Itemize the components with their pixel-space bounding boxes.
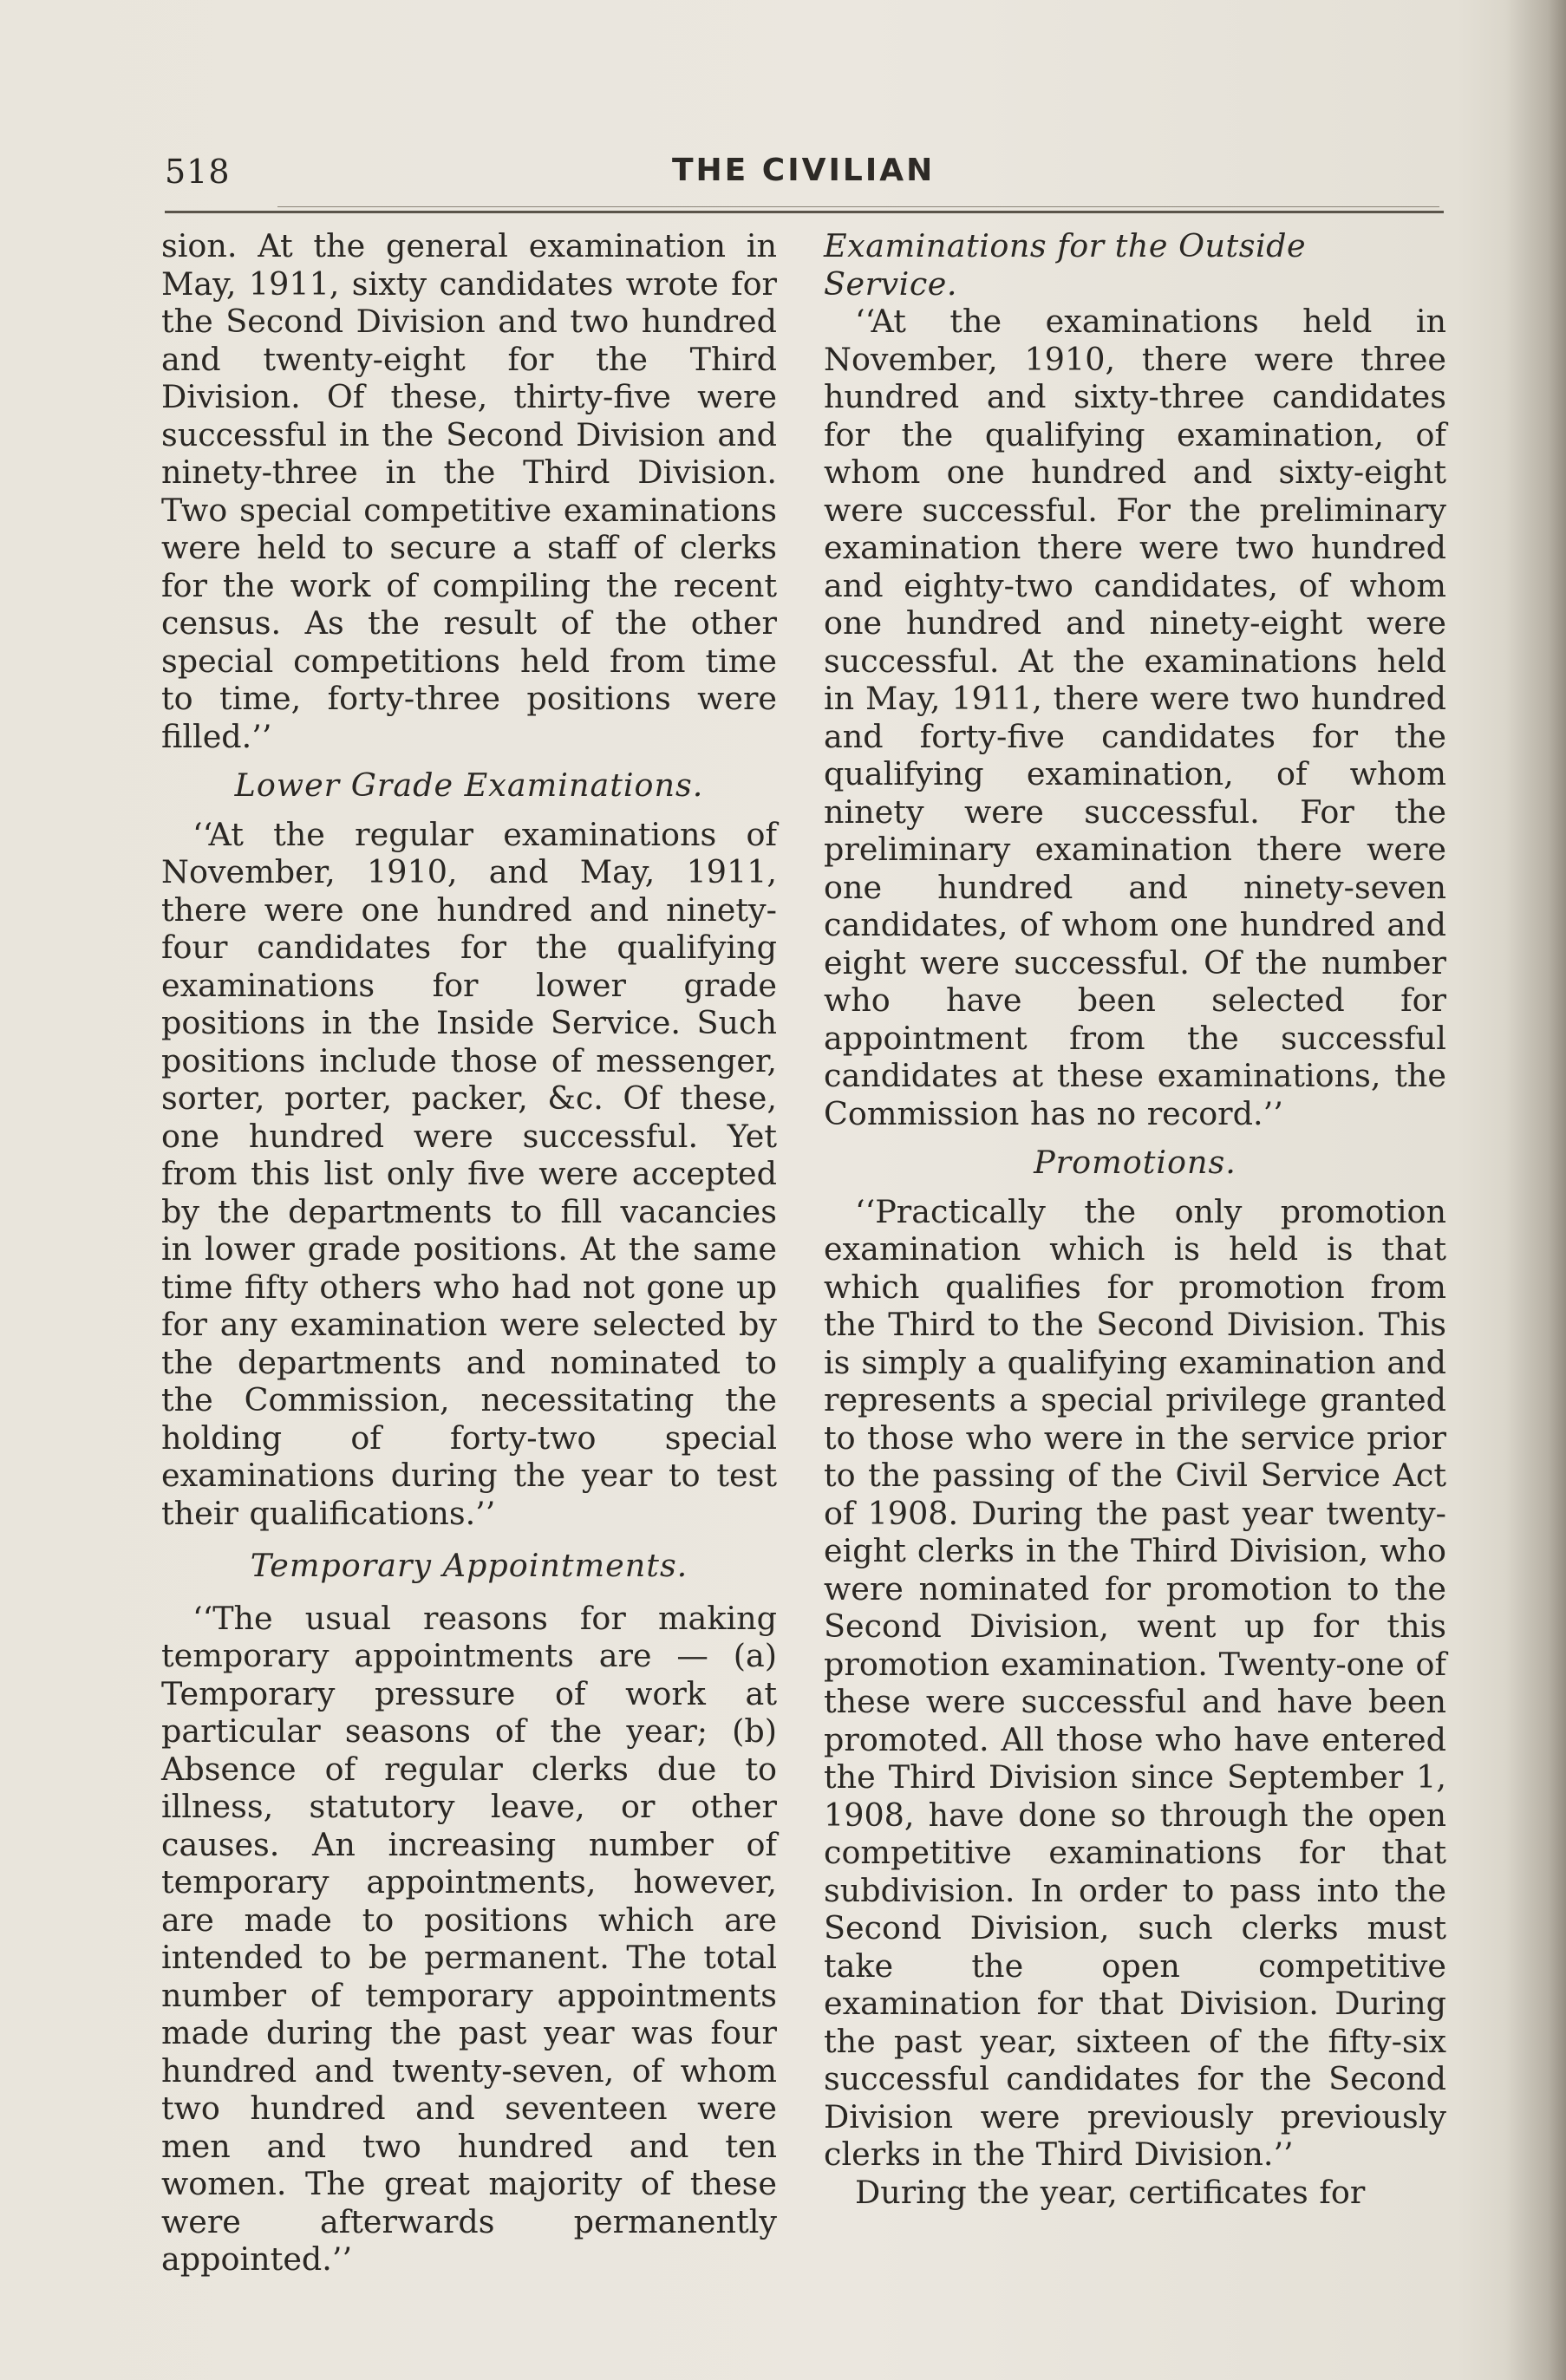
header-rule-thin [277,206,1439,207]
section-heading-lower-grade: Lower Grade Examinations. [234,766,704,804]
left-column [161,227,777,2279]
left-paragraph-continuation: sion. At the general examination in May, 1911, sixty candidates wrote for the Second Division and two hundred and twenty-eight for the Third Division. Of these, thirty-five were successful in the Second Division and ninety-three in the Third Division. Two special competitive examinations were held to secure a staff of clerks for the work of compiling the recent census. As the result of the other special competitions held from time to time, forty-three positions were filled.’’ [161,227,777,755]
page-number: 518 [165,153,231,191]
right-paragraph-outside-service: ‘‘At the examinations held in November, 1910, there were three hundred and sixty-three candidates for the qualifying examination, of whom one hundred and sixty-eight were successful. For the preliminary examination there were two hundred and eighty-two candidates, of whom one hundred and ninety-eight were successful. At the examinations held in May, 1911, there were two hundred and forty-five candidates for the qualifying examination, of whom ninety were successful. For the preliminary examination there were one hundred and ninety-seven candidates, of whom one hundred and eight were successful. Of the number who have been selected for appointment from the successful candidates at these examinations, the Commission has no record.’’ [824,303,1446,1132]
page-edge-shadow [1505,0,1566,2380]
section-heading-outside-service: Examinations for the Outside Service. [824,227,1307,303]
left-paragraph-lower-grade: ‘‘At the regular examinations of November, 1910, and May, 1911, there were one hundred and ninety-four candidates for the qualifying examinations for lower grade positions in the Inside Service. Such positions include those of messenger, sorter, porter, packer, &c. Of these, one hundred were successful. Yet from this list only five were accepted by the departments to fill vacancies in lower grade positions. At the same time fifty others who had not gone up for any examination were selected by the departments and nominated to the Commission, necessitating the holding of forty-two special examinations during the year to test their qualifications.’’ [161,815,777,1532]
header-rule [165,211,1444,213]
right-paragraph-promotions: ‘‘Practically the only promotion examination which is held is that which qualifies for promotion from the Third to the Second Division. This is simply a qualifying examination and represents a special privilege granted to those who were in the service prior to the passing of the Civil Service Act of 1908. During the past year twenty-eight clerks in the Third Division, who were nominated for promotion to the Second Division, went up for this promotion examination. Twenty-one of these were successful and have been promoted. All those who have entered the Third Division since September 1, 1908, have done so through the open competitive examinations for that subdivision. In order to pass into the Second Division, such clerks must take the open competitive examination for that Division. During the past year, sixteen of the fifty-six successful candidates for the Second Division were previously previously clerks in the Third Division.’’ [824,1192,1446,2173]
running-title: THE CIVILIAN [672,153,936,188]
section-heading-temporary: Temporary Appointments. [250,1547,688,1584]
right-column [824,227,1446,2211]
section-heading-promotions: Promotions. [1034,1144,1236,1181]
right-paragraph-certificates: During the year, certificates for [855,2173,1366,2211]
page-header [165,147,1448,199]
left-paragraph-temporary: ‘‘The usual reasons for making temporary appointments are — (a) Temporary pressure of work at particular seasons of the year; (b) Absence of regular clerks due to illness, statutory leave, or other causes. An increasing number of temporary appointments, however, are made to positions which are intended to be permanent. The total number of temporary appointments made during the past year was four hundred and twenty-seven, of whom two hundred and seventeen were men and two hundred and ten women. The great majority of these were afterwards permanently appointed.’’ [161,1599,777,2278]
